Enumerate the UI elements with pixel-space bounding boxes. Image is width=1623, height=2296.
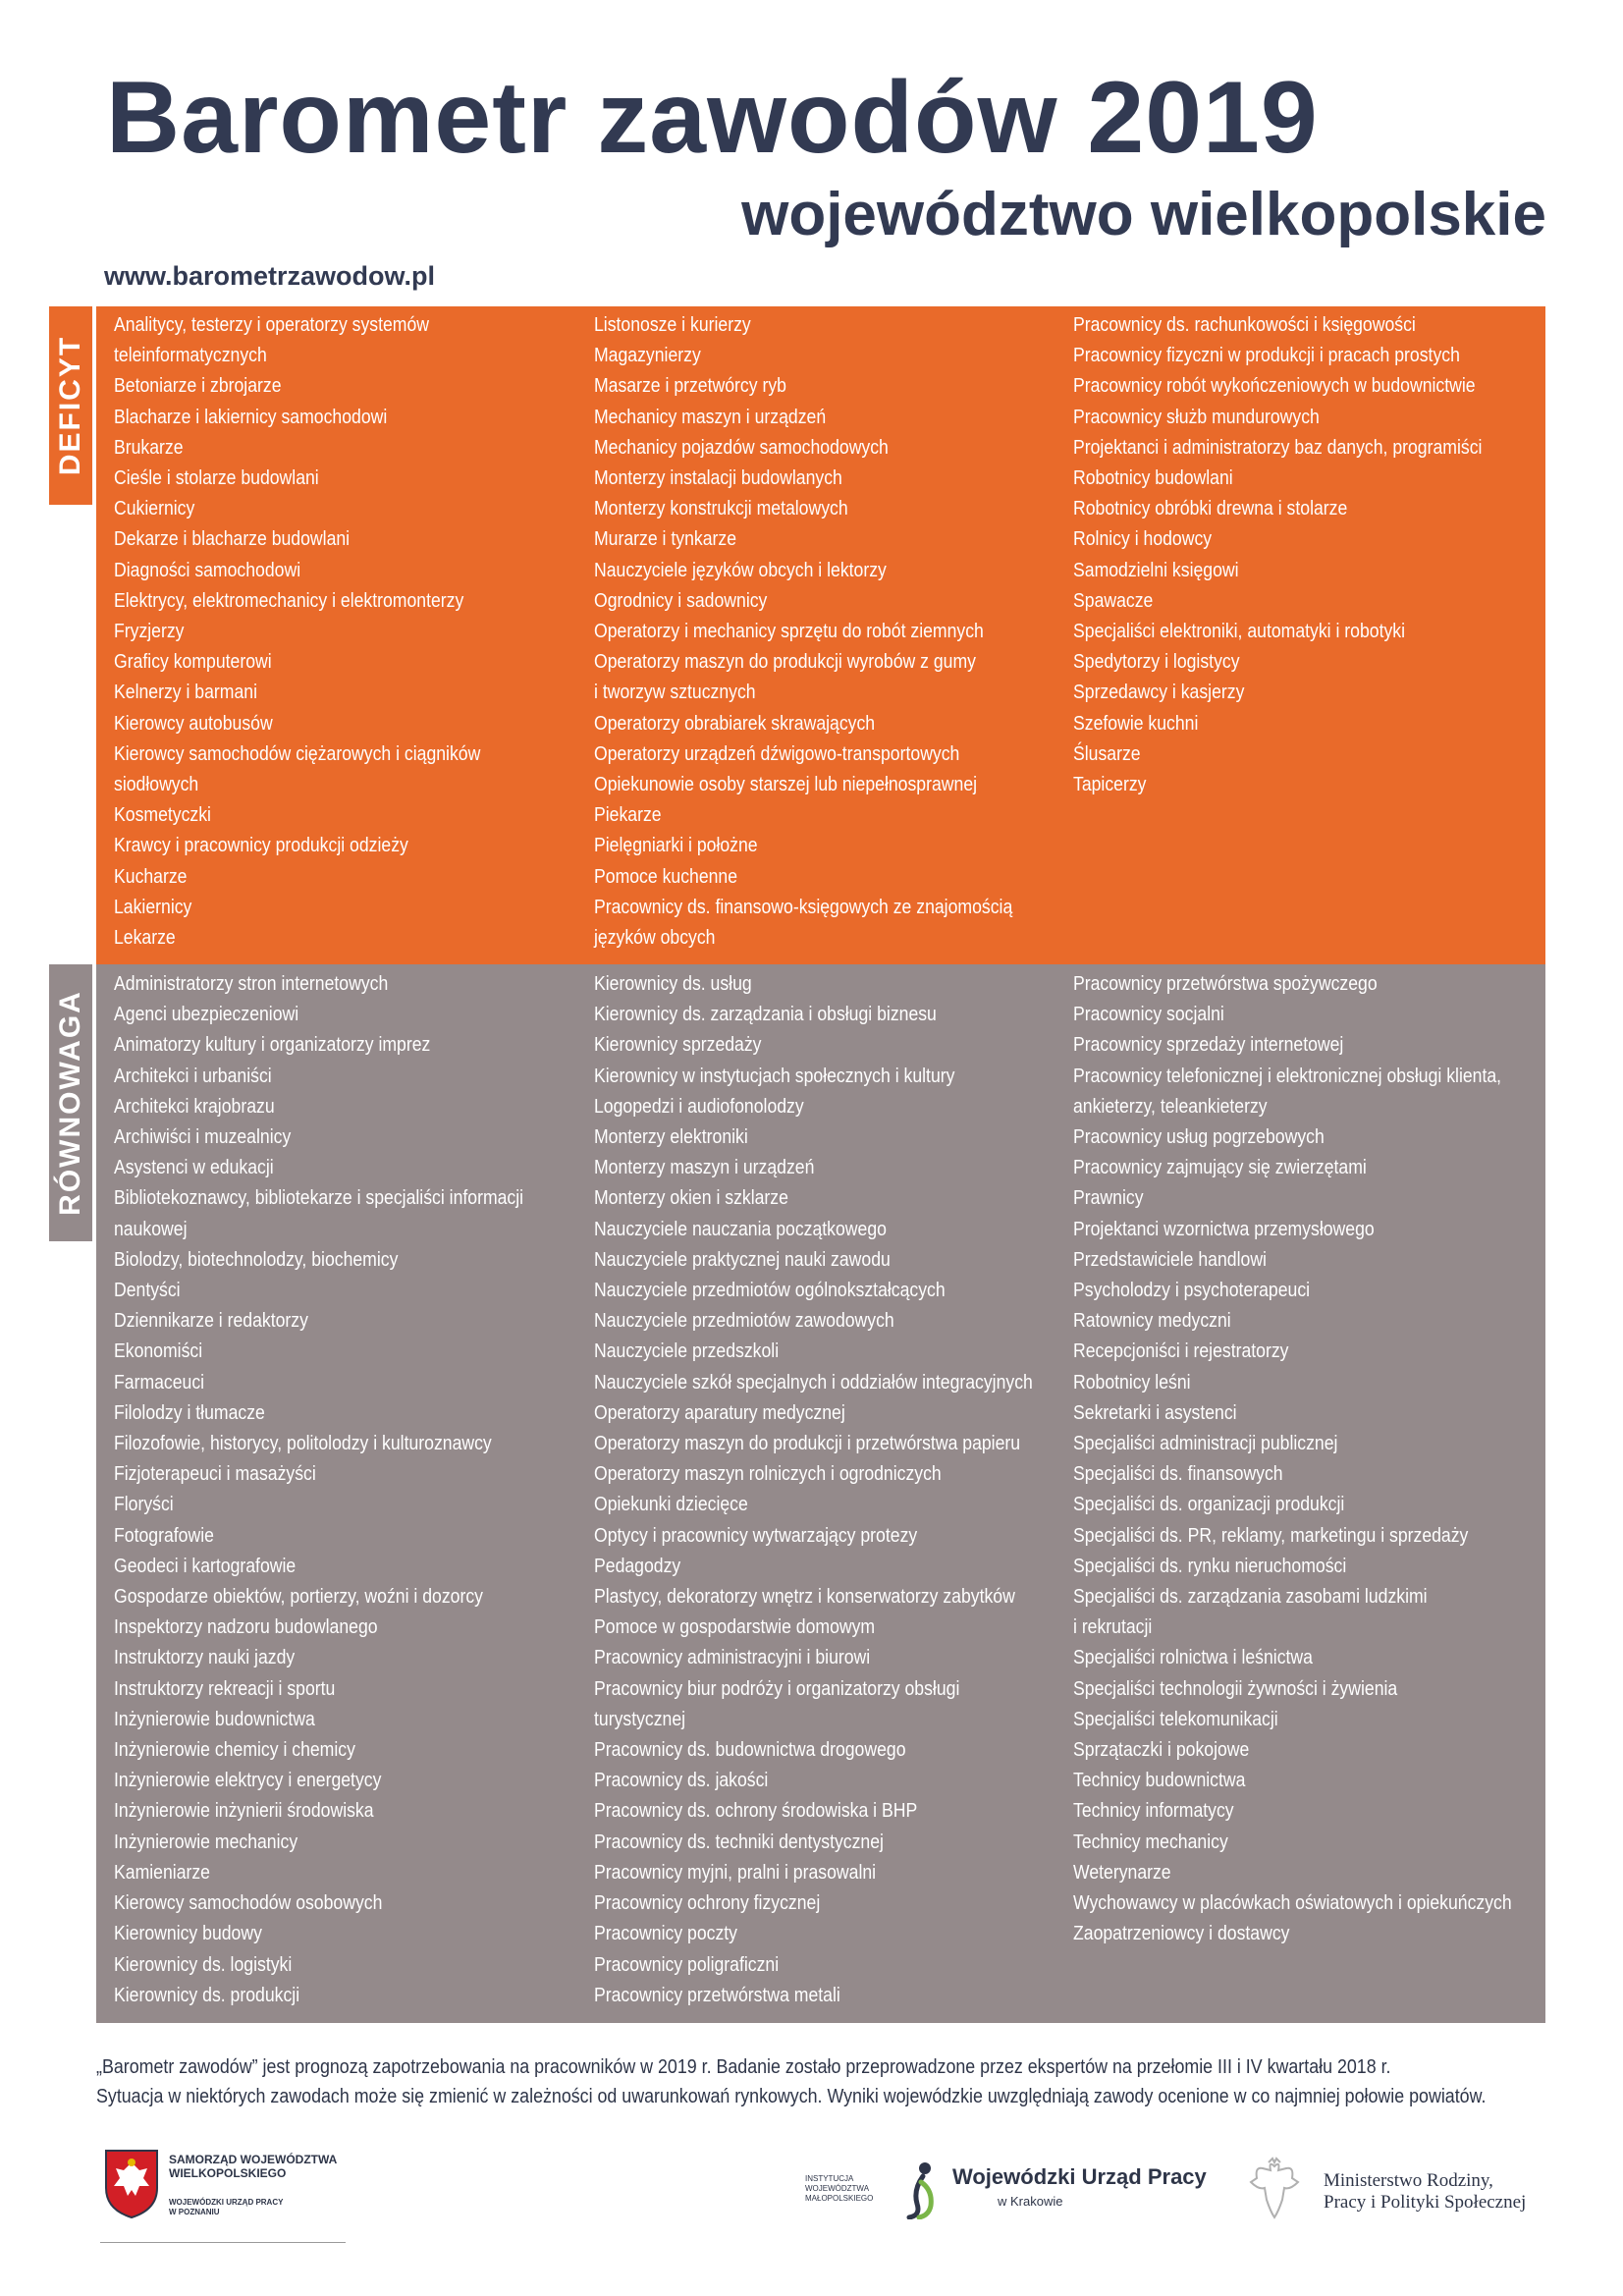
- occupation-item: Operatorzy maszyn do produkcji wyrobów z gumy: [594, 650, 976, 674]
- rownowaga-label: RÓWNOWAGA: [54, 990, 87, 1216]
- ministerstwo-name: [1324, 2170, 1526, 2214]
- occupation-item: Pracownicy telefonicznej i elektronicznej obsługi klienta,: [1073, 1064, 1502, 1087]
- rownowaga-column-2: [594, 968, 1084, 2010]
- occupation-item: Instruktorzy rekreacji i sportu: [114, 1676, 336, 1700]
- deficyt-column-1: [114, 309, 587, 953]
- rownowaga-column-1: [114, 968, 587, 2010]
- occupation-item: Ratownicy medyczni: [1073, 1309, 1231, 1333]
- wup-small-line-3: MAŁOPOLSKIEGO: [805, 2194, 874, 2203]
- occupation-item: Technicy budownictwa: [1073, 1769, 1246, 1792]
- occupation-item: Biolodzy, biotechnolodzy, biochemicy: [114, 1247, 399, 1271]
- occupation-item: Rolnicy i hodowcy: [1073, 527, 1213, 551]
- occupation-item: Geodeci i kartografowie: [114, 1554, 297, 1577]
- rownowaga-panel: [96, 964, 1545, 2023]
- occupation-item: Monterzy elektroniki: [594, 1125, 748, 1149]
- occupation-item: Projektanci i administratorzy baz danych, programiści: [1073, 435, 1483, 459]
- occupation-item: Nauczyciele praktycznej nauki zawodu: [594, 1247, 891, 1271]
- samorzad-name: [169, 2153, 337, 2180]
- occupation-item: Specjaliści rolnictwa i leśnictwa: [1073, 1646, 1313, 1669]
- occupation-item: Kierownicy ds. zarządzania i obsługi biznesu: [594, 1003, 937, 1026]
- occupation-item: Cukiernicy: [114, 497, 195, 520]
- occupation-item: Kierowcy autobusów: [114, 711, 273, 735]
- occupation-item: Kierownicy sprzedaży: [594, 1033, 762, 1057]
- occupation-item: Pracownicy socjalni: [1073, 1003, 1224, 1026]
- occupation-item: Technicy informatycy: [1073, 1799, 1234, 1823]
- deficyt-panel: [96, 306, 1545, 964]
- occupation-item: Pracownicy sprzedaży internetowej: [1073, 1033, 1344, 1057]
- wup-city: w Krakowie: [998, 2194, 1063, 2209]
- occupation-item: Recepcjoniści i rejestratorzy: [1073, 1339, 1289, 1363]
- occupation-item: Logopedzi i audiofonolodzy: [594, 1094, 804, 1118]
- occupation-item: Pracownicy ds. techniki dentystycznej: [594, 1830, 884, 1853]
- occupation-item: ankieterzy, teleankieterzy: [1073, 1094, 1268, 1118]
- occupation-item: Operatorzy i mechanicy sprzętu do robót ziemnych: [594, 620, 984, 643]
- occupation-item: Nauczyciele języków obcych i lektorzy: [594, 558, 887, 581]
- occupation-item: Pracownicy ds. jakości: [594, 1769, 769, 1792]
- occupation-item: Pracownicy robót wykończeniowych w budownictwie: [1073, 374, 1476, 398]
- wup-small-line-2: WOJEWÓDZTWA: [805, 2184, 870, 2193]
- page-title: Barometr zawodów 2019: [106, 61, 1319, 175]
- occupation-item: Monterzy instalacji budowlanych: [594, 466, 842, 490]
- occupation-item: Pracownicy administracyjni i biurowi: [594, 1646, 871, 1669]
- occupation-item: Kucharze: [114, 864, 188, 888]
- occupation-item: Pracownicy fizyczni w produkcji i pracach prostych: [1073, 344, 1460, 367]
- occupation-item: Monterzy konstrukcji metalowych: [594, 497, 848, 520]
- occupation-item: Specjaliści elektroniki, automatyki i robotyki: [1073, 620, 1406, 643]
- logo-underline: [100, 2242, 346, 2243]
- ministerstwo-name-line-1: Ministerstwo Rodziny,: [1324, 2170, 1493, 2191]
- occupation-item: Graficy komputerowi: [114, 650, 272, 674]
- occupation-item: Robotnicy obróbki drewna i stolarze: [1073, 497, 1348, 520]
- occupation-item: Kierownicy ds. produkcji: [114, 1983, 300, 2006]
- wup-name: Wojewódzki Urząd Pracy: [952, 2164, 1207, 2189]
- occupation-item: Mechanicy pojazdów samochodowych: [594, 435, 889, 459]
- occupation-item: Ślusarze: [1073, 741, 1141, 765]
- footnote-line-2: Sytuacja w niektórych zawodach może się zmienić w zależności od uwarunkowań rynkowych. Wyniki wojewódzkie uwzględniają zawody ocenione w co najmniej połowie powiatów.: [96, 2085, 1487, 2107]
- occupation-item: Pedagodzy: [594, 1554, 681, 1577]
- samorzad-office: [169, 2198, 283, 2217]
- occupation-item: Analitycy, testerzy i operatorzy systemów: [114, 313, 430, 336]
- occupation-item: Optycy i pracownicy wytwarzający protezy: [594, 1523, 918, 1547]
- ministerstwo-logo: [1247, 2157, 1551, 2239]
- occupation-item: Krawcy i pracownicy produkcji odzieży: [114, 834, 408, 857]
- occupation-item: Projektanci wzornictwa przemysłowego: [1073, 1217, 1375, 1240]
- occupation-item: Wychowawcy w placówkach oświatowych i opiekuńczych: [1073, 1891, 1512, 1915]
- occupation-item: Przedstawiciele handlowi: [1073, 1247, 1267, 1271]
- occupation-item: Specjaliści telekomunikacji: [1073, 1707, 1278, 1730]
- occupation-item: Monterzy okien i szklarze: [594, 1186, 788, 1210]
- occupation-item: Nauczyciele szkół specjalnych i oddziałów integracyjnych: [594, 1370, 1033, 1394]
- occupation-item: Pracownicy zajmujący się zwierzętami: [1073, 1156, 1367, 1179]
- occupation-item: Architekci krajobrazu: [114, 1094, 275, 1118]
- occupation-item: Pracownicy usług pogrzebowych: [1073, 1125, 1325, 1149]
- occupation-item: Operatorzy urządzeń dźwigowo-transportowych: [594, 741, 960, 765]
- occupation-item: języków obcych: [594, 926, 716, 950]
- occupation-item: Robotnicy budowlani: [1073, 466, 1233, 490]
- occupation-item: Architekci i urbaniści: [114, 1064, 272, 1087]
- deficyt-label: DEFICYT: [54, 335, 86, 476]
- occupation-item: Kosmetyczki: [114, 803, 211, 827]
- occupation-item: siodłowych: [114, 773, 199, 796]
- samorzad-office-line-2: W POZNANIU: [169, 2208, 220, 2216]
- occupation-item: Magazynierzy: [594, 344, 701, 367]
- occupation-item: Betoniarze i zbrojarze: [114, 374, 282, 398]
- occupation-item: Robotnicy leśni: [1073, 1370, 1191, 1394]
- occupation-item: Pielęgniarki i położne: [594, 834, 758, 857]
- occupation-item: Lakiernicy: [114, 895, 192, 918]
- footnote-line-1: „Barometr zawodów” jest prognozą zapotrzebowania na pracowników w 2019 r. Badanie zostało przeprowadzone przez ekspertów na przełomie III i IV kwartału 2018 r.: [96, 2055, 1391, 2078]
- occupation-item: Prawnicy: [1073, 1186, 1144, 1210]
- runner-icon: [899, 2160, 945, 2219]
- occupation-item: i rekrutacji: [1073, 1615, 1153, 1639]
- occupation-item: Kierownicy ds. logistyki: [114, 1952, 293, 1976]
- occupation-item: Masarze i przetwórcy ryb: [594, 374, 786, 398]
- occupation-item: Specjaliści ds. rynku nieruchomości: [1073, 1554, 1347, 1577]
- occupation-item: Sprzątaczki i pokojowe: [1073, 1738, 1250, 1762]
- wup-small-line-1: INSTYTUCJA: [805, 2174, 854, 2183]
- occupation-item: Dekarze i blacharze budowlani: [114, 527, 351, 551]
- occupation-item: Asystenci w edukacji: [114, 1156, 274, 1179]
- occupation-item: Opiekunowie osoby starszej lub niepełnosprawnej: [594, 773, 978, 796]
- occupation-item: Diagności samochodowi: [114, 558, 301, 581]
- occupation-item: Plastycy, dekoratorzy wnętrz i konserwatorzy zabytków: [594, 1585, 1015, 1609]
- samorzad-name-line-2: WIELKOPOLSKIEGO: [169, 2166, 287, 2180]
- occupation-item: Inżynierowie elektrycy i energetycy: [114, 1769, 382, 1792]
- occupation-item: Lekarze: [114, 926, 176, 950]
- occupation-item: Operatorzy aparatury medycznej: [594, 1400, 845, 1424]
- occupation-item: Pracownicy biur podróży i organizatorzy obsługi: [594, 1676, 960, 1700]
- footnote: [96, 2052, 1487, 2111]
- occupation-item: Ogrodnicy i sadownicy: [594, 588, 768, 612]
- occupation-item: Kierownicy ds. usług: [594, 972, 752, 995]
- occupation-item: Pomoce kuchenne: [594, 864, 738, 888]
- occupation-item: Instruktorzy nauki jazdy: [114, 1646, 296, 1669]
- occupation-item: Weterynarze: [1073, 1860, 1171, 1884]
- occupation-item: Zaopatrzeniowcy i dostawcy: [1073, 1922, 1290, 1945]
- page-subtitle: województwo wielkopolskie: [741, 181, 1546, 248]
- occupation-item: Pracownicy ochrony fizycznej: [594, 1891, 821, 1915]
- occupation-item: Dentyści: [114, 1279, 181, 1302]
- occupation-item: Fotografowie: [114, 1523, 214, 1547]
- occupation-item: Inżynierowie inżynierii środowiska: [114, 1799, 374, 1823]
- deficyt-column-3: [1073, 309, 1540, 799]
- occupation-item: Kelnerzy i barmani: [114, 681, 257, 704]
- occupation-item: Operatorzy maszyn do produkcji i przetwórstwa papieru: [594, 1432, 1021, 1455]
- occupation-item: Fizjoterapeuci i masażyści: [114, 1462, 316, 1486]
- rownowaga-column-3: [1073, 968, 1540, 1949]
- occupation-item: Specjaliści ds. finansowych: [1073, 1462, 1283, 1486]
- occupation-item: Fryzjerzy: [114, 620, 185, 643]
- deficyt-tab: [49, 306, 92, 505]
- occupation-item: Specjaliści technologii żywności i żywienia: [1073, 1676, 1398, 1700]
- occupation-item: Specjaliści ds. organizacji produkcji: [1073, 1493, 1345, 1516]
- occupation-item: Nauczyciele przedmiotów zawodowych: [594, 1309, 894, 1333]
- occupation-item: naukowej: [114, 1217, 188, 1240]
- occupation-item: Inżynierowie mechanicy: [114, 1830, 298, 1853]
- occupation-item: Psycholodzy i psychoterapeuci: [1073, 1279, 1311, 1302]
- occupation-item: Cieśle i stolarze budowlani: [114, 466, 319, 490]
- occupation-item: Spedytorzy i logistycy: [1073, 650, 1240, 674]
- occupation-item: Specjaliści administracji publicznej: [1073, 1432, 1338, 1455]
- occupation-item: Animatorzy kultury i organizatorzy imprez: [114, 1033, 431, 1057]
- occupation-item: Archiwiści i muzealnicy: [114, 1125, 292, 1149]
- wup-institution-text: [805, 2174, 873, 2204]
- occupation-item: Monterzy maszyn i urządzeń: [594, 1156, 815, 1179]
- occupation-item: Pracownicy poczty: [594, 1922, 737, 1945]
- occupation-item: Murarze i tynkarze: [594, 527, 737, 551]
- occupation-item: Inżynierowie chemicy i chemicy: [114, 1738, 355, 1762]
- occupation-item: Kamieniarze: [114, 1860, 210, 1884]
- occupation-item: Pracownicy ds. budownictwa drogowego: [594, 1738, 906, 1762]
- occupation-item: Brukarze: [114, 435, 184, 459]
- samorzad-name-line-1: SAMORZĄD WOJEWÓDZTWA: [169, 2153, 338, 2166]
- occupation-item: Pracownicy myjni, pralni i prasowalni: [594, 1860, 877, 1884]
- occupation-item: Technicy mechanicy: [1073, 1830, 1228, 1853]
- occupation-item: Pracownicy ds. finansowo-księgowych ze znajomością: [594, 895, 1013, 918]
- occupation-item: Operatorzy maszyn rolniczych i ogrodniczych: [594, 1462, 942, 1486]
- occupation-item: Bibliotekoznawcy, bibliotekarze i specjaliści informacji: [114, 1186, 524, 1210]
- samorzad-logo: [100, 2149, 346, 2243]
- samorzad-office-line-1: WOJEWÓDZKI URZĄD PRACY: [169, 2198, 284, 2207]
- eagle-icon: [1247, 2157, 1302, 2227]
- occupation-item: Pracownicy przetwórstwa metali: [594, 1983, 840, 2006]
- occupation-item: Nauczyciele nauczania początkowego: [594, 1217, 887, 1240]
- occupation-item: Sekretarki i asystenci: [1073, 1400, 1237, 1424]
- rownowaga-tab: [49, 964, 92, 1241]
- occupation-item: teleinformatycznych: [114, 344, 267, 367]
- occupation-item: Administratorzy stron internetowych: [114, 972, 389, 995]
- occupation-item: Pracownicy służb mundurowych: [1073, 405, 1320, 428]
- occupation-item: Floryści: [114, 1493, 174, 1516]
- occupation-item: Blacharze i lakiernicy samochodowi: [114, 405, 388, 428]
- occupation-item: Opiekunki dziecięce: [594, 1493, 748, 1516]
- occupation-item: Dziennikarze i redaktorzy: [114, 1309, 308, 1333]
- occupation-item: Sprzedawcy i kasjerzy: [1073, 681, 1245, 704]
- occupation-item: Pomoce w gospodarstwie domowym: [594, 1615, 876, 1639]
- deficyt-column-2: [594, 309, 1084, 953]
- occupation-item: Gospodarze obiektów, portierzy, woźni i dozorcy: [114, 1585, 483, 1609]
- occupation-item: Specjaliści ds. zarządzania zasobami ludzkimi: [1073, 1585, 1428, 1609]
- occupation-item: Farmaceuci: [114, 1370, 205, 1394]
- occupation-item: Szefowie kuchni: [1073, 711, 1199, 735]
- occupation-item: Kierownicy budowy: [114, 1922, 262, 1945]
- occupation-item: Pracownicy przetwórstwa spożywczego: [1073, 972, 1378, 995]
- occupation-item: Nauczyciele przedmiotów ogólnokształcących: [594, 1279, 946, 1302]
- occupation-item: i tworzyw sztucznych: [594, 681, 756, 704]
- occupation-item: Ekonomiści: [114, 1339, 203, 1363]
- occupation-item: Agenci ubezpieczeniowi: [114, 1003, 299, 1026]
- occupation-item: Listonosze i kurierzy: [594, 313, 751, 336]
- occupation-item: Filolodzy i tłumacze: [114, 1400, 265, 1424]
- occupation-item: Nauczyciele przedszkoli: [594, 1339, 780, 1363]
- occupation-item: Kierowcy samochodów osobowych: [114, 1891, 383, 1915]
- occupation-item: Spawacze: [1073, 588, 1154, 612]
- occupation-item: Inżynierowie budownictwa: [114, 1707, 315, 1730]
- ministerstwo-name-line-2: Pracy i Polityki Społecznej: [1324, 2192, 1527, 2213]
- occupation-item: Pracownicy ds. rachunkowości i księgowości: [1073, 313, 1416, 336]
- occupation-item: Pracownicy poligraficzni: [594, 1952, 780, 1976]
- occupation-item: Inspektorzy nadzoru budowlanego: [114, 1615, 378, 1639]
- occupation-item: Operatorzy obrabiarek skrawających: [594, 711, 876, 735]
- website-link[interactable]: www.barometrzawodow.pl: [104, 261, 436, 291]
- occupation-item: Samodzielni księgowi: [1073, 558, 1239, 581]
- coat-of-arms-icon: [104, 2149, 159, 2219]
- occupation-item: Filozofowie, historycy, politolodzy i kulturoznawcy: [114, 1432, 492, 1455]
- occupation-item: Kierownicy w instytucjach społecznych i kultury: [594, 1064, 955, 1087]
- occupation-item: Piekarze: [594, 803, 662, 827]
- occupation-item: Kierowcy samochodów ciężarowych i ciągników: [114, 741, 481, 765]
- occupation-item: turystycznej: [594, 1707, 686, 1730]
- occupation-item: Specjaliści ds. PR, reklamy, marketingu i sprzedaży: [1073, 1523, 1469, 1547]
- occupation-item: Elektrycy, elektromechanicy i elektromonterzy: [114, 588, 464, 612]
- occupation-item: Pracownicy ds. ochrony środowiska i BHP: [594, 1799, 918, 1823]
- occupation-item: Tapicerzy: [1073, 773, 1147, 796]
- wup-krakow-logo: [805, 2160, 1207, 2239]
- occupation-item: Mechanicy maszyn i urządzeń: [594, 405, 827, 428]
